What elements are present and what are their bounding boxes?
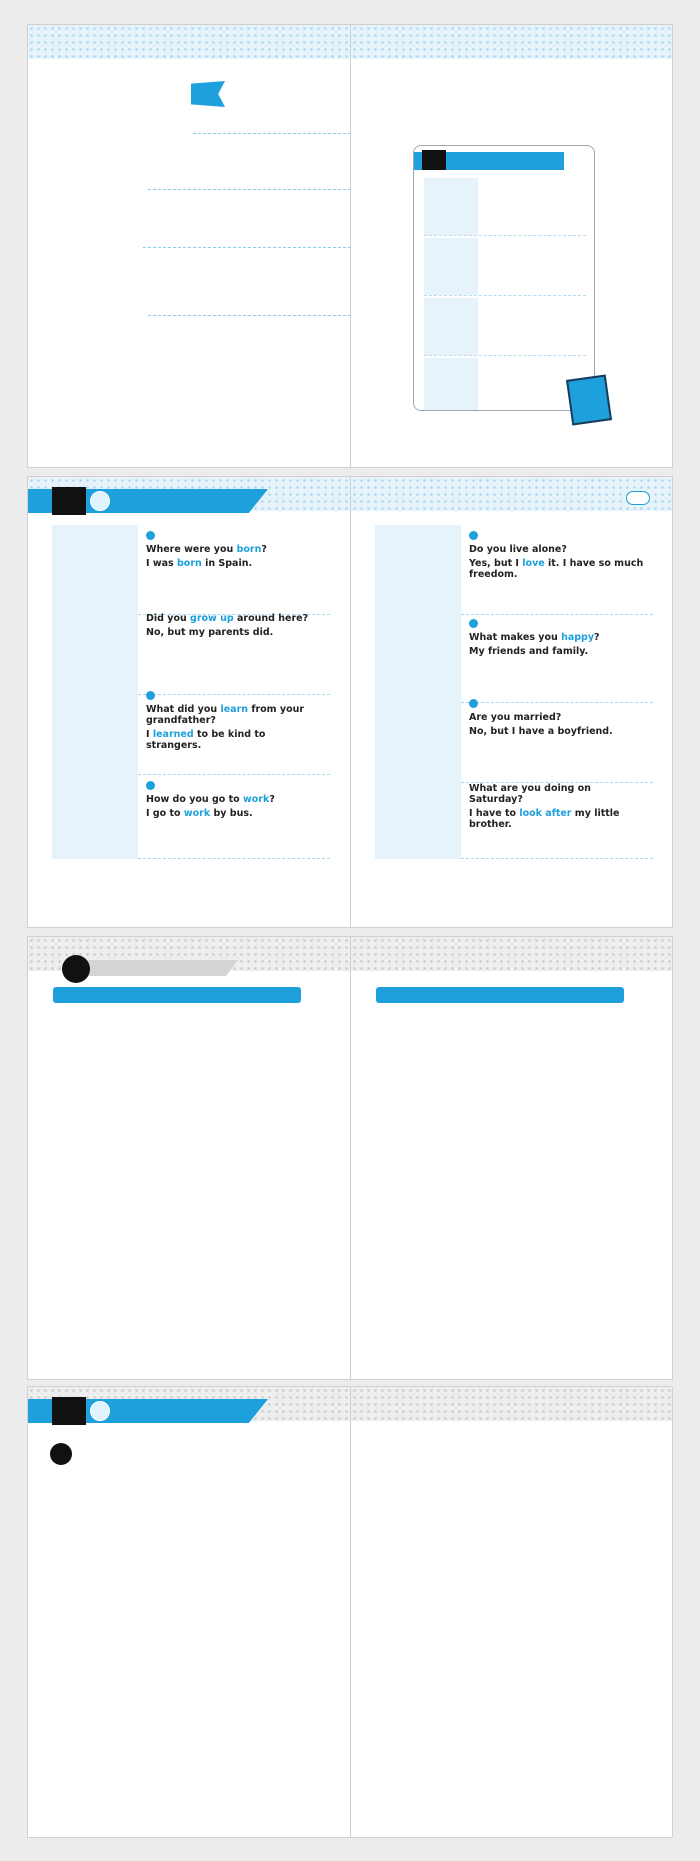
example-2: No, but I have a boyfriend. <box>469 726 613 737</box>
example-cell <box>461 613 653 703</box>
part-of-speech-icon <box>469 699 478 708</box>
page-417 <box>350 1387 672 1837</box>
spread-features <box>27 24 673 468</box>
vocab-row <box>375 525 653 615</box>
example-1: What makes you happy? <box>469 632 600 643</box>
vocab-row <box>375 693 653 783</box>
meaning <box>469 619 645 630</box>
meaning <box>146 781 322 792</box>
example-2: Yes, but I love it. I have so much freedom. <box>469 558 644 580</box>
mini-example-cell <box>478 298 586 355</box>
page-preview <box>350 25 672 467</box>
meaning <box>469 699 645 710</box>
page-17 <box>28 937 350 1379</box>
vocab-row <box>375 613 653 703</box>
mini-unit-number <box>422 150 446 170</box>
word-cell <box>52 775 138 859</box>
example-2: I learned to be kind to strangers. <box>146 729 266 751</box>
part-of-speech-icon <box>146 531 155 540</box>
example-cell <box>461 775 653 859</box>
highlight-word: born <box>236 544 262 555</box>
mini-word-cell <box>424 238 478 295</box>
highlight-word: happy <box>561 632 595 643</box>
example-cell <box>461 693 653 783</box>
flag-icon <box>191 81 225 107</box>
example-1: What are you doing on Saturday? <box>469 783 591 805</box>
feature-item <box>52 239 322 242</box>
leader-line <box>148 189 350 190</box>
part-of-speech-icon <box>469 531 478 540</box>
page-features <box>28 25 350 467</box>
vocab-row <box>52 775 330 859</box>
more-voca-badge <box>62 955 90 983</box>
feature-item <box>52 175 322 178</box>
family-list-header <box>53 987 301 1003</box>
highlight-word: grow up <box>190 613 234 624</box>
example-1: Did you grow up around here? <box>146 613 309 624</box>
mini-vocab-row <box>424 178 586 236</box>
leader-line <box>143 247 350 248</box>
idiom-icon <box>90 1401 110 1421</box>
word-cell <box>52 605 138 695</box>
mini-vocab-row <box>424 238 586 296</box>
part-of-speech-icon <box>146 691 155 700</box>
example-1: What did you learn from your grandfather? <box>146 704 305 726</box>
example-2: I go to work by bus. <box>146 808 253 819</box>
example-cell <box>138 605 330 695</box>
spread-unit-01 <box>27 476 673 928</box>
example-2: My friends and family. <box>469 646 589 657</box>
page-14 <box>28 477 350 927</box>
feature-item <box>52 371 322 374</box>
mascot-icon <box>566 374 612 425</box>
unit-number <box>52 1397 86 1425</box>
page-18 <box>350 937 672 1379</box>
dot-header <box>351 937 672 971</box>
word-cell <box>375 775 461 859</box>
example-1: How do you go to work? <box>146 794 275 805</box>
example-1: Do you live alone? <box>469 544 567 555</box>
example-cell <box>461 525 653 615</box>
leader-line <box>193 133 350 134</box>
mini-page-preview <box>413 145 595 411</box>
mini-example-cell <box>478 178 586 235</box>
leader-line <box>148 315 350 316</box>
example-cell <box>138 685 330 775</box>
letter-badge <box>50 1443 72 1465</box>
example-2: No, but my parents did. <box>146 627 274 638</box>
mini-vocab-row <box>424 298 586 356</box>
unit-badge <box>626 491 650 505</box>
word-cell <box>375 613 461 703</box>
dot-header <box>28 25 350 59</box>
word-cell <box>375 693 461 783</box>
vocab-row <box>52 605 330 695</box>
highlight-word: work <box>243 794 270 805</box>
page-15 <box>350 477 672 927</box>
mini-word-cell <box>424 178 478 235</box>
vocab-row <box>375 775 653 859</box>
highlight-word: learned <box>152 729 194 740</box>
mini-word-cell <box>424 358 478 411</box>
spread-idioms <box>27 1386 673 1838</box>
example-2: I was born in Spain. <box>146 558 253 569</box>
highlight-word: born <box>177 558 202 569</box>
highlight-word: love <box>522 558 545 569</box>
word-cell <box>52 525 138 615</box>
feature-item <box>52 127 322 130</box>
mini-vocab-row <box>424 358 586 411</box>
mini-example-cell <box>478 238 586 295</box>
dot-header <box>351 1387 672 1421</box>
example-2: I have to look after my little brother. <box>469 808 620 830</box>
meaning <box>146 531 322 542</box>
highlight-word: learn <box>220 704 249 715</box>
word-cell <box>375 525 461 615</box>
vocab-row <box>52 685 330 775</box>
example-1: Where were you born? <box>146 544 267 555</box>
more-voca-banner <box>88 960 238 976</box>
dot-header <box>351 25 672 59</box>
highlight-word: work <box>183 808 211 819</box>
part-of-speech-icon <box>146 781 155 790</box>
example-cell <box>138 775 330 859</box>
vocab-row <box>52 525 330 615</box>
family-icon <box>90 491 110 511</box>
example-cell <box>138 525 330 615</box>
meaning <box>469 531 645 542</box>
word-cell <box>52 685 138 775</box>
spread-more-voca <box>27 936 673 1380</box>
part-of-speech-icon <box>469 619 478 628</box>
example-1: Are you married? <box>469 712 562 723</box>
people-list-header <box>376 987 624 1003</box>
unit-number <box>52 487 86 515</box>
highlight-word: look after <box>519 808 572 819</box>
mini-word-cell <box>424 298 478 355</box>
dot-header <box>351 477 672 511</box>
meaning <box>146 691 322 702</box>
feature-item <box>52 297 322 300</box>
page-416 <box>28 1387 350 1837</box>
